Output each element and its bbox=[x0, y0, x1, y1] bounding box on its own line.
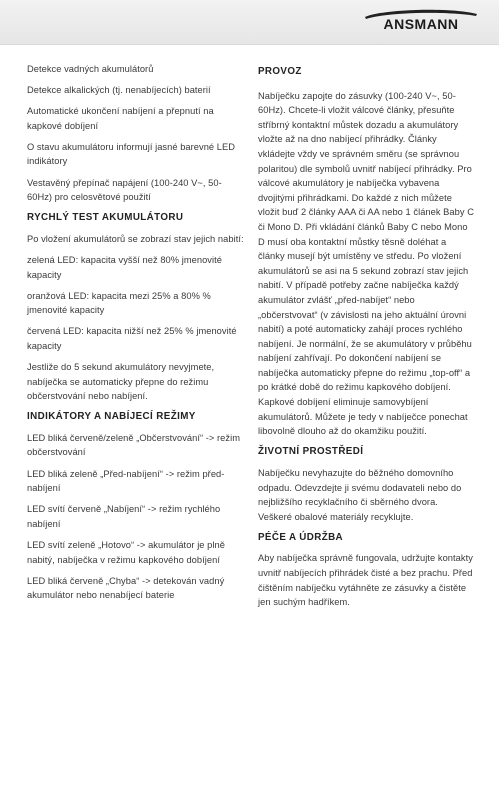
environment-text: Nabíječku nevyhazujte do běžného domovního odpadu. Odevzdejte ji svému dodavateli nebo do nejbližšího recyklačního či sběrného dvora. Veškeré obalové materiály recyklujte. bbox=[258, 467, 462, 522]
care-heading: PÉČE A ÚDRŽBA bbox=[258, 531, 344, 543]
feature-item: Detekce vadných akumulátorů bbox=[27, 64, 154, 74]
header-band bbox=[0, 0, 499, 45]
indicator-item: LED bliká červeně „Chyba“ -> detekován vadný akumulátor nebo nenabíjecí baterie bbox=[27, 575, 225, 601]
feature-item: Automatické ukončení nabíjení a přepnutí na kapkové dobíjení bbox=[27, 106, 214, 131]
logo-wordmark: ANSMANN bbox=[383, 16, 459, 32]
quick-test-item: zelená LED: kapacita vyšší než 80% jmenovité kapacity bbox=[27, 254, 222, 280]
indicator-item: LED bliká zeleně „Před-nabíjení“ -> režim před-nabíjení bbox=[27, 468, 225, 494]
operation-heading: PROVOZ bbox=[258, 66, 302, 77]
feature-item: O stavu akumulátoru informují jasné barevné LED indikátory bbox=[27, 141, 236, 167]
quick-test-item: oranžová LED: kapacita mezi 25% a 80% % jmenovité kapacity bbox=[27, 290, 211, 316]
feature-item: Detekce alkalických (tj. nenabíjecích) baterií bbox=[27, 85, 211, 96]
quick-test-heading: RYCHLÝ TEST AKUMULÁTORU bbox=[27, 212, 184, 224]
indicator-item: LED svítí zeleně „Hotovo“ -> akumulátor je plně nabitý, nabíječka v režimu kapkového dobíjení bbox=[27, 539, 225, 565]
indicator-item: LED svítí červeně „Nabíjení“ -> režim rychlého nabíjení bbox=[27, 504, 221, 529]
indicators-heading: INDIKÁTORY A NABÍJECÍ REŽIMY bbox=[27, 411, 196, 423]
operation-text: Nabíječku zapojte do zásuvky (100-240 V~, 50-60Hz). Chcete-li vložit válcové články, přesuňte stříbrný kontaktní můstek dozadu a akumulátory vložte až na dno nabíjecí přihrádky. Články vkládejte vždy ve správném směru (se správnou polaritou) dle symbolů uvnitř nabíjecí přihrádky. Pro válcové akumulátory je nabíječka vybavena dvojitými přihrádkami. Do každé z nich můžete vložit buď 2 články AAA či AA nebo 1 článek Baby C či Mono D. Při vkládání článků Baby C nebo Mono D musí oba kontaktní můstky těsně doléhat a články musejí být umístěny ve středu. Po vložení akumulátorů se asi na 5 sekund zobrazí stav jejich nabití. V případě potřeby začne nabíječka každý akumulátor zvlášť „před-nabíjet“ nebo „občerstvovat“ (v závislosti na jeho aktuální úrovni nabití) a poté automaticky zahájí proces rychlého nabíjení. Je normální, že se akumulátory v průběhu nabíjení zahřívají. Po dokončení nabíjení se nabíječka automaticky přepne do režimu „top-off“ a po krátké době do režimu kapkového dobíjení. Kapkové dobíjení eliminuje samovybíjení akumulátorů. Můžete je tedy v nabíječce ponechat libovolně dlouho až do okamžiku použití. bbox=[258, 90, 474, 437]
care-text: Aby nabíječka správně fungovala, udržujte kontakty uvnitř nabíjecích přihrádek čisté a bez prachu. Před čištěním nabíječku vytáhněte ze zásuvky a čistěte jen suchým hadříkem. bbox=[258, 553, 473, 608]
quick-test-item: červená LED: kapacita nižší než 25% % jmenovité kapacity bbox=[27, 326, 237, 351]
environment-heading: ŽIVOTNÍ PROSTŘEDÍ bbox=[258, 446, 364, 458]
indicator-item: LED bliká červeně/zeleně „Občerstvování“ -> režim občerstvování bbox=[27, 432, 241, 458]
quick-test-item: Po vložení akumulátorů se zobrazí stav jejich nabití: bbox=[27, 233, 244, 244]
quick-test-item: Jestliže do 5 sekund akumulátory nevyjmete, nabíječka se automaticky přepne do režimu občerstvování nebo nabíjení. bbox=[27, 362, 215, 402]
ansmann-logo bbox=[359, 8, 483, 32]
left-column bbox=[27, 62, 244, 609]
feature-item: Vestavěný přepínač napájení (100-240 V~, 50-60Hz) pro celosvětové použití bbox=[27, 177, 222, 203]
right-column bbox=[258, 62, 474, 616]
